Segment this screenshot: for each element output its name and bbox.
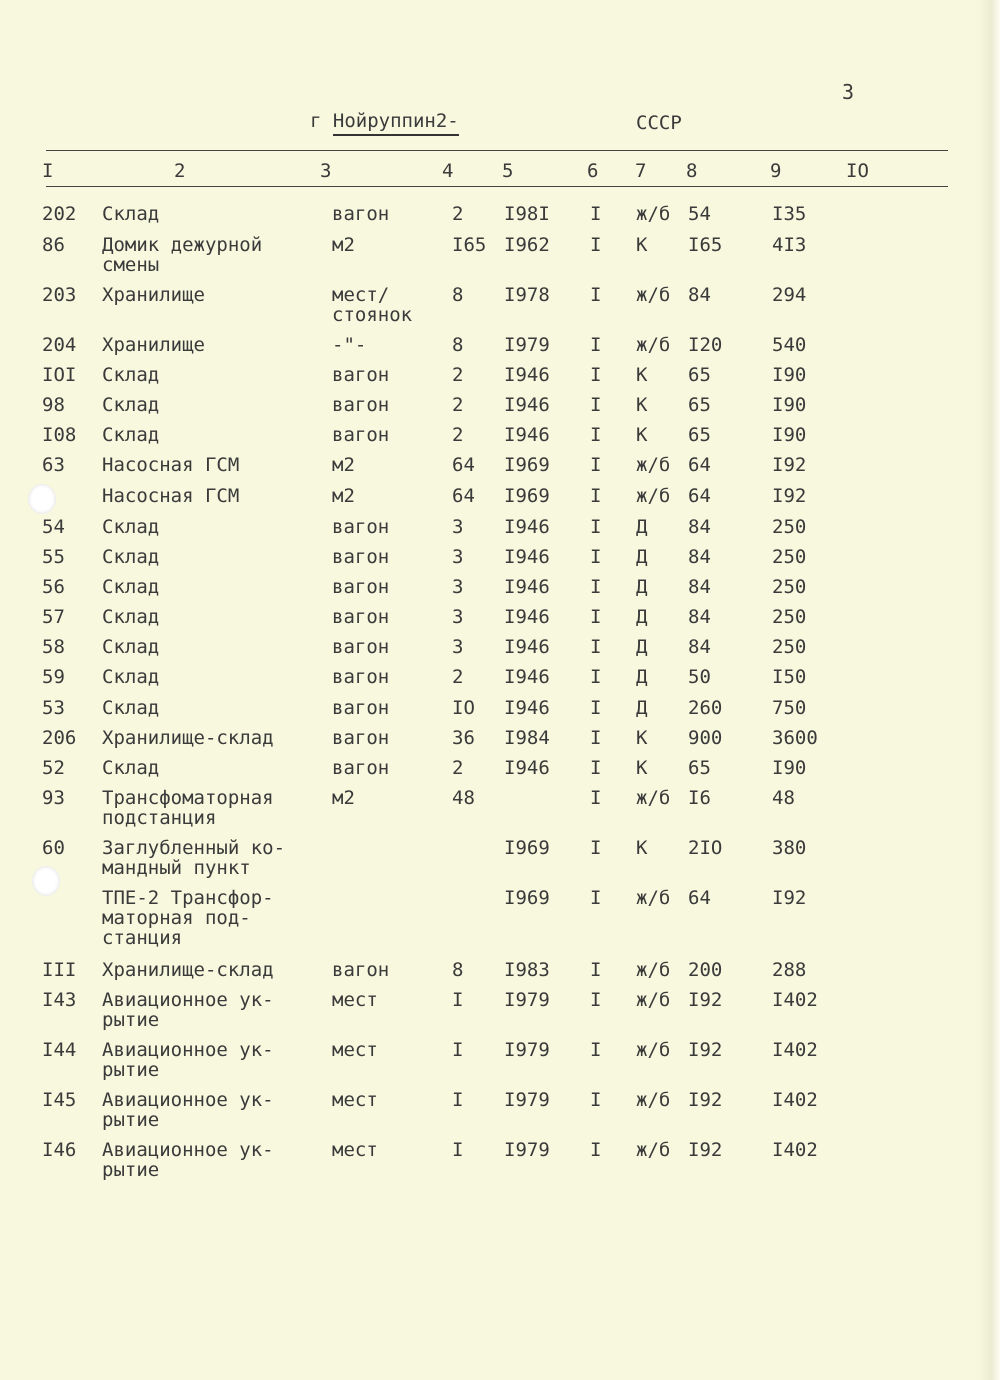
table-cell-col-3: вагон: [332, 727, 390, 749]
header-rule-top: [46, 150, 948, 151]
table-cell-col-4: IO: [452, 697, 475, 719]
table-cell-col-6: I: [590, 606, 602, 628]
country-label: СССР: [636, 112, 682, 134]
table-cell-col-5: I946: [504, 576, 550, 598]
table-cell-col-6: I: [590, 394, 602, 416]
table-cell-col-5: I962: [504, 234, 550, 256]
table-cell-col-2: ТПЕ-2 Трансфор- маторная под- станция: [102, 887, 274, 949]
table-cell-col-6: I: [590, 697, 602, 719]
table-cell-col-8: 200: [688, 959, 723, 981]
table-cell-col-5: I946: [504, 424, 550, 446]
table-cell-col-8: 84: [688, 284, 711, 306]
table-cell-col-8: 50: [688, 666, 711, 688]
table-cell-col-9: I50: [772, 666, 807, 688]
table-cell-col-8: 64: [688, 454, 711, 476]
table-cell-col-4: 3: [452, 636, 464, 658]
table-cell-col-6: I: [590, 485, 602, 507]
table-cell-col-7: Д: [636, 697, 648, 719]
table-cell-col-6: I: [590, 284, 602, 306]
table-cell-col-5: I983: [504, 959, 550, 981]
table-cell-col-2: Хранилище: [102, 334, 205, 356]
table-cell-col-8: 64: [688, 485, 711, 507]
table-cell-col-2: Склад: [102, 394, 160, 416]
table-cell-col-9: 380: [772, 837, 807, 859]
table-cell-col-7: Д: [636, 606, 648, 628]
table-cell-col-7: ж/б: [636, 959, 671, 981]
table-cell-col-8: 64: [688, 887, 711, 909]
table-cell-col-3: вагон: [332, 364, 390, 386]
table-cell-col-5: I979: [504, 989, 550, 1011]
table-cell-col-8: 84: [688, 636, 711, 658]
table-cell-col-6: I: [590, 837, 602, 859]
table-cell-col-1: 59: [42, 666, 65, 688]
table-cell-col-9: I402: [772, 1089, 818, 1111]
table-cell-col-3: м2: [332, 485, 355, 507]
table-cell-col-4: 3: [452, 606, 464, 628]
table-cell-col-6: I: [590, 203, 602, 225]
table-cell-col-6: I: [590, 334, 602, 356]
table-cell-col-9: I402: [772, 1139, 818, 1161]
table-cell-col-3: вагон: [332, 606, 390, 628]
table-cell-col-6: I: [590, 989, 602, 1011]
table-cell-col-3: вагон: [332, 757, 390, 779]
table-cell-col-7: К: [636, 837, 648, 859]
table-cell-col-4: 2: [452, 394, 464, 416]
table-cell-col-4: 3: [452, 576, 464, 598]
punch-hole: [28, 484, 56, 514]
table-cell-col-8: 65: [688, 364, 711, 386]
table-cell-col-1: I46: [42, 1139, 77, 1161]
table-cell-col-4: 8: [452, 284, 464, 306]
table-cell-col-7: ж/б: [636, 989, 671, 1011]
table-cell-col-2: Насосная ГСМ: [102, 485, 240, 507]
table-cell-col-9: 250: [772, 516, 807, 538]
table-cell-col-3: м2: [332, 454, 355, 476]
table-cell-col-8: 260: [688, 697, 723, 719]
table-cell-col-2: Насосная ГСМ: [102, 454, 240, 476]
table-cell-col-1: 93: [42, 787, 65, 809]
table-cell-col-3: вагон: [332, 636, 390, 658]
table-cell-col-6: I: [590, 1139, 602, 1161]
table-cell-col-8: 900: [688, 727, 723, 749]
table-cell-col-5: I984: [504, 727, 550, 749]
table-cell-col-7: ж/б: [636, 334, 671, 356]
table-cell-col-1: 55: [42, 546, 65, 568]
table-cell-col-9: I35: [772, 203, 807, 225]
table-cell-col-5: I98I: [504, 203, 550, 225]
table-cell-col-4: 64: [452, 485, 475, 507]
table-cell-col-1: 60: [42, 837, 65, 859]
table-cell-col-9: 48: [772, 787, 795, 809]
table-cell-col-7: Д: [636, 576, 648, 598]
table-cell-col-4: 36: [452, 727, 475, 749]
table-cell-col-9: 250: [772, 546, 807, 568]
table-cell-col-3: мест: [332, 1039, 378, 1061]
table-cell-col-6: I: [590, 516, 602, 538]
table-cell-col-1: IOI: [42, 364, 77, 386]
table-cell-col-2: Авиационное ук- рытие: [102, 1089, 274, 1131]
table-cell-col-8: I92: [688, 1039, 723, 1061]
table-cell-col-9: I90: [772, 394, 807, 416]
table-cell-col-5: I969: [504, 837, 550, 859]
table-cell-col-8: 84: [688, 546, 711, 568]
table-cell-col-4: I65: [452, 234, 487, 256]
table-cell-col-4: 2: [452, 757, 464, 779]
table-cell-col-9: 250: [772, 606, 807, 628]
table-cell-col-2: Трансфоматорная подстанция: [102, 787, 274, 829]
table-cell-col-3: вагон: [332, 203, 390, 225]
table-cell-col-8: I92: [688, 989, 723, 1011]
table-cell-col-8: 65: [688, 394, 711, 416]
table-cell-col-9: I92: [772, 887, 807, 909]
table-cell-col-9: 288: [772, 959, 807, 981]
table-cell-col-8: 65: [688, 424, 711, 446]
table-cell-col-2: Авиационное ук- рытие: [102, 1139, 274, 1181]
table-cell-col-7: К: [636, 394, 648, 416]
table-cell-col-4: 3: [452, 516, 464, 538]
column-header-row: [0, 160, 1000, 186]
table-cell-col-9: I90: [772, 757, 807, 779]
table-cell-col-5: I979: [504, 334, 550, 356]
table-cell-col-5: I969: [504, 454, 550, 476]
table-cell-col-3: мест: [332, 989, 378, 1011]
column-header-8: 8: [686, 160, 698, 182]
table-cell-col-1: 52: [42, 757, 65, 779]
table-cell-col-1: I43: [42, 989, 77, 1011]
table-cell-col-6: I: [590, 454, 602, 476]
table-cell-col-7: Д: [636, 516, 648, 538]
table-cell-col-1: 202: [42, 203, 77, 225]
table-cell-col-4: 8: [452, 959, 464, 981]
table-cell-col-9: 250: [772, 576, 807, 598]
table-cell-col-1: 53: [42, 697, 65, 719]
table-cell-col-6: I: [590, 757, 602, 779]
table-cell-col-5: I979: [504, 1039, 550, 1061]
table-cell-col-6: I: [590, 364, 602, 386]
table-cell-col-9: 4I3: [772, 234, 807, 256]
column-header-6: 6: [587, 160, 599, 182]
table-cell-col-5: I969: [504, 887, 550, 909]
table-cell-col-1: 98: [42, 394, 65, 416]
table-cell-col-2: Склад: [102, 697, 160, 719]
table-cell-col-1: 57: [42, 606, 65, 628]
table-cell-col-6: I: [590, 887, 602, 909]
table-cell-col-5: I946: [504, 757, 550, 779]
table-cell-col-9: I402: [772, 989, 818, 1011]
column-header-2: 2: [174, 160, 186, 182]
table-cell-col-9: 540: [772, 334, 807, 356]
table-cell-col-2: Склад: [102, 516, 160, 538]
table-cell-col-2: Склад: [102, 424, 160, 446]
table-cell-col-2: Авиационное ук- рытие: [102, 989, 274, 1031]
punch-hole: [32, 866, 60, 896]
table-cell-col-3: вагон: [332, 959, 390, 981]
table-cell-col-1: I08: [42, 424, 77, 446]
table-cell-col-8: I65: [688, 234, 723, 256]
table-cell-col-8: 54: [688, 203, 711, 225]
page-edge-shadow: [978, 0, 1000, 1380]
table-cell-col-8: 84: [688, 516, 711, 538]
table-cell-col-3: м2: [332, 234, 355, 256]
table-cell-col-5: I946: [504, 546, 550, 568]
table-cell-col-7: К: [636, 424, 648, 446]
table-cell-col-8: I6: [688, 787, 711, 809]
table-cell-col-2: Склад: [102, 203, 160, 225]
table-cell-col-6: I: [590, 424, 602, 446]
table-cell-col-4: 2: [452, 424, 464, 446]
table-cell-col-2: Домик дежурной смены: [102, 234, 263, 276]
table-cell-col-6: I: [590, 727, 602, 749]
table-cell-col-7: К: [636, 727, 648, 749]
column-header-7: 7: [635, 160, 647, 182]
table-cell-col-4: 64: [452, 454, 475, 476]
table-cell-col-9: I402: [772, 1039, 818, 1061]
table-cell-col-5: I946: [504, 697, 550, 719]
page-number: 3: [842, 80, 855, 104]
table-cell-col-9: 750: [772, 697, 807, 719]
table-cell-col-7: Д: [636, 666, 648, 688]
table-cell-col-1: 58: [42, 636, 65, 658]
table-cell-col-5: I979: [504, 1139, 550, 1161]
table-cell-col-5: I978: [504, 284, 550, 306]
table-cell-col-7: ж/б: [636, 485, 671, 507]
table-cell-col-6: I: [590, 234, 602, 256]
table-cell-col-9: I90: [772, 424, 807, 446]
table-cell-col-5: I946: [504, 636, 550, 658]
table-cell-col-4: I: [452, 1089, 464, 1111]
table-cell-col-4: I: [452, 1039, 464, 1061]
table-cell-col-6: I: [590, 1089, 602, 1111]
table-cell-col-2: Авиационное ук- рытие: [102, 1039, 274, 1081]
table-cell-col-3: мест/ стоянок: [332, 284, 413, 326]
table-cell-col-4: 2: [452, 203, 464, 225]
column-header-1: I: [42, 160, 54, 182]
table-cell-col-2: Склад: [102, 546, 160, 568]
column-header-4: 4: [442, 160, 454, 182]
city-name: Нойруппин2-: [333, 110, 459, 136]
table-cell-col-8: 84: [688, 606, 711, 628]
table-cell-col-3: вагон: [332, 666, 390, 688]
table-cell-col-6: I: [590, 546, 602, 568]
table-cell-col-7: Д: [636, 636, 648, 658]
table-cell-col-8: 2IO: [688, 837, 723, 859]
table-cell-col-5: I979: [504, 1089, 550, 1111]
table-cell-col-9: I92: [772, 454, 807, 476]
table-cell-col-8: 84: [688, 576, 711, 598]
table-cell-col-1: 204: [42, 334, 77, 356]
table-cell-col-4: 48: [452, 787, 475, 809]
table-cell-col-7: ж/б: [636, 284, 671, 306]
table-cell-col-3: вагон: [332, 576, 390, 598]
table-cell-col-6: I: [590, 787, 602, 809]
table-cell-col-2: Склад: [102, 636, 160, 658]
table-cell-col-3: вагон: [332, 546, 390, 568]
table-cell-col-6: I: [590, 666, 602, 688]
column-header-9: 9: [770, 160, 782, 182]
table-cell-col-3: вагон: [332, 424, 390, 446]
table-cell-col-4: 8: [452, 334, 464, 356]
table-cell-col-3: м2: [332, 787, 355, 809]
table-cell-col-2: Склад: [102, 576, 160, 598]
table-cell-col-9: I90: [772, 364, 807, 386]
table-cell-col-8: I92: [688, 1139, 723, 1161]
table-cell-col-3: вагон: [332, 697, 390, 719]
table-cell-col-8: 65: [688, 757, 711, 779]
table-cell-col-2: Склад: [102, 666, 160, 688]
table-cell-col-7: ж/б: [636, 1089, 671, 1111]
table-cell-col-7: ж/б: [636, 454, 671, 476]
table-cell-col-6: I: [590, 576, 602, 598]
table-cell-col-4: 2: [452, 666, 464, 688]
table-cell-col-9: 3600: [772, 727, 818, 749]
column-header-10: IO: [846, 160, 869, 182]
table-cell-col-2: Склад: [102, 364, 160, 386]
city-heading: [310, 110, 459, 132]
table-cell-col-1: I45: [42, 1089, 77, 1111]
table-cell-col-7: К: [636, 234, 648, 256]
table-cell-col-1: 63: [42, 454, 65, 476]
table-cell-col-2: Хранилище-склад: [102, 727, 274, 749]
table-cell-col-7: ж/б: [636, 787, 671, 809]
table-cell-col-3: -"-: [332, 334, 367, 356]
table-cell-col-4: I: [452, 1139, 464, 1161]
table-cell-col-1: 54: [42, 516, 65, 538]
table-cell-col-1: I44: [42, 1039, 77, 1061]
table-cell-col-4: 3: [452, 546, 464, 568]
table-cell-col-1: 56: [42, 576, 65, 598]
table-cell-col-7: ж/б: [636, 203, 671, 225]
table-cell-col-7: К: [636, 757, 648, 779]
column-header-5: 5: [502, 160, 514, 182]
table-cell-col-4: 2: [452, 364, 464, 386]
table-cell-col-7: К: [636, 364, 648, 386]
table-cell-col-5: I946: [504, 516, 550, 538]
table-cell-col-1: 206: [42, 727, 77, 749]
table-cell-col-3: мест: [332, 1089, 378, 1111]
table-cell-col-5: I946: [504, 666, 550, 688]
table-cell-col-9: I92: [772, 485, 807, 507]
table-cell-col-5: I946: [504, 364, 550, 386]
table-cell-col-3: вагон: [332, 394, 390, 416]
table-cell-col-1: III: [42, 959, 77, 981]
table-cell-col-5: I946: [504, 394, 550, 416]
city-prefix: г: [310, 110, 322, 132]
header-rule-bottom: [46, 186, 948, 187]
table-cell-col-9: 294: [772, 284, 807, 306]
table-cell-col-4: I: [452, 989, 464, 1011]
table-cell-col-2: Хранилище-склад: [102, 959, 274, 981]
table-cell-col-6: I: [590, 1039, 602, 1061]
table-cell-col-1: 203: [42, 284, 77, 306]
table-cell-col-5: I946: [504, 606, 550, 628]
table-cell-col-3: мест: [332, 1139, 378, 1161]
table-cell-col-7: ж/б: [636, 1139, 671, 1161]
table-cell-col-1: 86: [42, 234, 65, 256]
table-cell-col-7: Д: [636, 546, 648, 568]
table-cell-col-6: I: [590, 636, 602, 658]
table-cell-col-3: вагон: [332, 516, 390, 538]
table-cell-col-2: Склад: [102, 757, 160, 779]
table-cell-col-7: ж/б: [636, 1039, 671, 1061]
table-cell-col-8: I92: [688, 1089, 723, 1111]
table-cell-col-5: I969: [504, 485, 550, 507]
table-cell-col-2: Заглубленный ко- мандный пункт: [102, 837, 286, 879]
table-cell-col-8: I20: [688, 334, 723, 356]
column-header-3: 3: [320, 160, 332, 182]
table-cell-col-9: 250: [772, 636, 807, 658]
table-cell-col-6: I: [590, 959, 602, 981]
table-cell-col-2: Хранилище: [102, 284, 205, 306]
table-cell-col-2: Склад: [102, 606, 160, 628]
table-cell-col-7: ж/б: [636, 887, 671, 909]
